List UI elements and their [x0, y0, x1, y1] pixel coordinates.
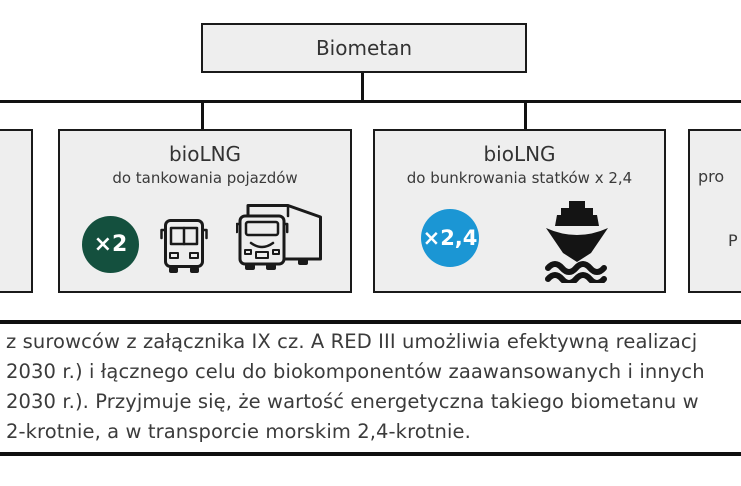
- footnote-line: 2030 r.). Przyjmuje się, że wartość energetyczna takiego biometanu w: [6, 390, 699, 413]
- footnote-text: [6, 327, 741, 447]
- bus-icon: [159, 217, 209, 274]
- footnote-line: z surowców z załącznika IX cz. A RED III umożliwia efektywną realizacj: [6, 330, 698, 353]
- multiplier-badge-x2-4: [421, 209, 479, 267]
- leaf-box-biolng-ships: [373, 129, 666, 293]
- connector-root-drop: [361, 73, 364, 102]
- divider-top: [0, 320, 741, 324]
- connector-rail: [0, 100, 741, 103]
- clipped-text-fragment: P: [728, 231, 738, 250]
- clipped-text-fragment: pro: [698, 167, 725, 186]
- ship-icon: [545, 201, 609, 283]
- multiplier-badge-label: ×2: [93, 232, 128, 257]
- box-subtitle: do tankowania pojazdów: [112, 169, 298, 187]
- leaf-box-right-partial: [688, 129, 741, 293]
- root-label: Biometan: [315, 36, 413, 60]
- leaf-box-biolng-vehicles: [58, 129, 352, 293]
- divider-bottom: [0, 452, 741, 456]
- footnote-line: 2-krotnie, a w transporcie morskim 2,4-krotnie.: [6, 420, 471, 443]
- root-node-biometan: [201, 23, 527, 73]
- box-subtitle: do bunkrowania statków x 2,4: [406, 169, 633, 187]
- multiplier-badge-x2: [82, 216, 139, 273]
- truck-icon: [236, 202, 324, 274]
- multiplier-badge-label: ×2,4: [422, 226, 478, 250]
- leaf-box-left-partial: [0, 129, 33, 293]
- footnote-line: 2030 r.) i łącznego celu do biokomponentów zaawansowanych i innych: [6, 360, 705, 383]
- connector-drop-vehicles: [201, 102, 204, 131]
- connector-drop-ships: [524, 102, 527, 131]
- box-title: bioLNG: [168, 142, 242, 166]
- box-title: bioLNG: [483, 142, 556, 166]
